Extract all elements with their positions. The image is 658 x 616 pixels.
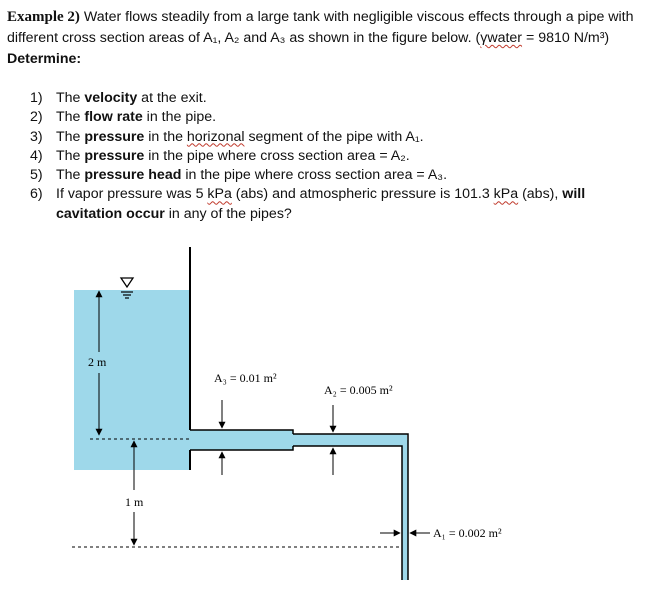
list-item: 4) The pressure in the pipe where cross section area = A₂. xyxy=(30,147,410,164)
list-item: 1) The velocity at the exit. xyxy=(30,90,207,106)
determine-label: Determine: xyxy=(7,51,82,67)
pipe-a2-water xyxy=(293,434,407,446)
label-a2: A₂ = 0.005 m² xyxy=(324,383,393,397)
pipe-a1-water xyxy=(402,440,408,580)
list-item: 5) The pressure head in the pipe where cross section area = A₃. xyxy=(30,167,448,184)
example-label: Example 2) xyxy=(7,9,80,25)
tank-water xyxy=(74,290,190,470)
intro-text: Water flows steadily from a large tank with negligible viscous effects through a pipe with different cross section areas of A₁, A₂ and A₃ as shown in the figure below. ( xyxy=(7,9,634,46)
list-item: 6) If vapor pressure was 5 kPa (abs) and atmospheric pressure is 101.3 kPa (abs), will cavitation occur in any of the pipes? xyxy=(30,186,586,222)
intro-text-2: = 9810 N/m³) xyxy=(522,30,610,46)
list-item: 2) The flow rate in the pipe. xyxy=(30,109,217,126)
label-1m: 1 m xyxy=(125,495,144,509)
gamma-label: γwater xyxy=(480,30,523,46)
label-a1: A₁ = 0.002 m² xyxy=(433,526,502,540)
pipe-a2-outline xyxy=(293,434,408,580)
pipe-a3-water xyxy=(190,430,293,450)
list-item: 3) The pressure in the horizonal segment of the pipe with A₁. xyxy=(30,128,424,145)
label-a3: A₃ = 0.01 m² xyxy=(214,371,277,385)
label-2m: 2 m xyxy=(88,355,107,369)
